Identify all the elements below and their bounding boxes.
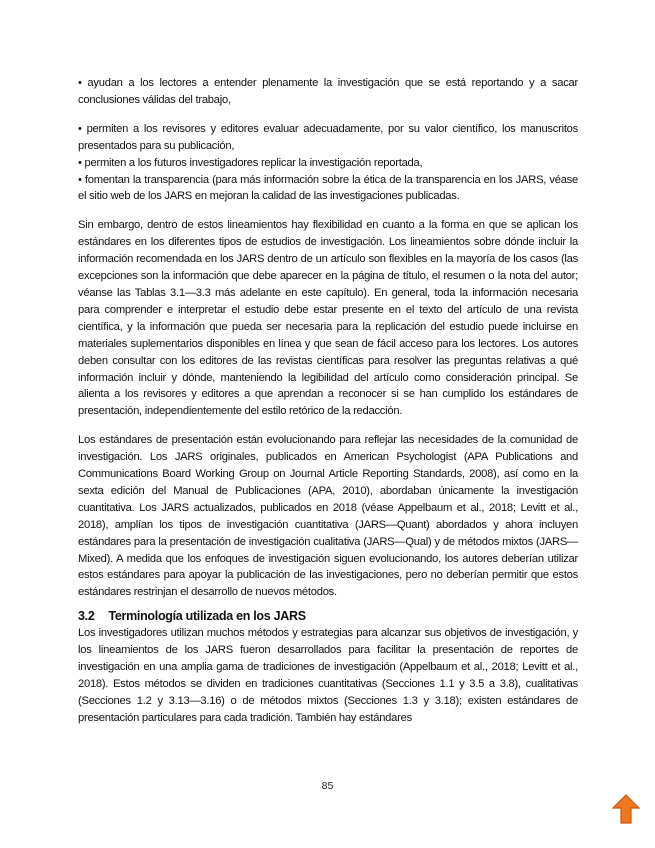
- bullet-item: • permiten a los revisores y editores evaluar adecuadamente, por su valor científico, los manuscritos presentados para su publicación,: [78, 122, 578, 152]
- section-body-paragraph: Los investigadores utilizan muchos métodos y estrategias para alcanzar sus objetivos de investigación, y los lineamientos de los JARS fueron desarrollados para facilitar la presentación de reportes de investigación en una amplia gama de tradiciones de investigación (Appelbaum et al., 2018; Levitt et al., 2018). Estos métodos se dividen en tradiciones cuantitativas (Secciones 1.1 y 3.5 a 3.8), cualitativas (Secciones 1.2 y 3.13—3.16) o de métodos mixtos (Secciones 1.3 y 3.18); existen estándares de presentación particulares para cada tradición. También hay estándares: [78, 627, 578, 724]
- body-paragraph: Los estándares de presentación están evolucionando para reflejar las necesidades de la comunidad de investigación. Los JARS originales, publicados en American Psychologist (APA Publications and Communications Board Working Group on Journal Article Reporting Standards, 2008), así como en la sexta edición del Manual de Publicaciones (APA, 2010), abordaban únicamente la investigación cuantitativa. Los JARS actualizados, publicados en 2018 (véase Appelbaum et al., 2018; Levitt et al., 2018), amplían los tipos de investigación cuantitativa (JARS—Quant) abordados y ahora incluyen estándares para la presentación de investigación cualitativa (JARS—Qual) y de métodos mixtos (JARS—Mixed). A medida que los enfoques de investigación siguen evolucionando, los autores deberían utilizar estos estándares para apoyar la publicación de las investigaciones, pero no deberían permitir que estos estándares restrinjan el desarrollo de nuevos métodos.: [78, 434, 578, 599]
- section-title: Terminología utilizada en los JARS: [108, 609, 306, 624]
- bullet-item: • ayudan a los lectores a entender plenamente la investigación que se está reportando y a sacar conclusiones válidas del trabajo,: [78, 77, 578, 106]
- document-page: [78, 75, 578, 727]
- section-heading: [78, 607, 578, 625]
- body-paragraph: Sin embargo, dentro de estos lineamientos hay flexibilidad en cuanto a la forma en que se aplican los estándares en los diferentes tipos de estudios de investigación. Los lineamientos sobre dónde incluir la información recomendada en los JARS dentro de un artículo son flexibles en la mayoría de los casos (las excepciones son la información que debe aparecer en la página de título, el resumen o la nota del autor; véanse las Tablas 3.1—3.3 más adelante en este capítulo). En general, toda la información necesaria para comprender e interpretar el estudio debe estar presente en el texto del artículo de una revista científica, y la información que pueda ser necesaria para la replicación del estudio puede incluirse en materiales suplementarios disponibles en línea y que sean de fácil acceso para los lectores. Los autores deben consultar con los editores de las revistas científicas para resolver las preguntas relativas a qué información incluir y dónde, manteniendo la legibilidad del artículo como consideración principal. Se alienta a los revisores y editores a que aprendan a reconocer si se han cumplido los estándares de presentación, independientemente del estilo retórico de la redacción.: [78, 219, 578, 418]
- page-number: 85: [321, 780, 334, 792]
- bullet-item: • fomentan la transparencia (para más información sobre la ética de la transparencia en los JARS, véase el sitio web de los JARS en mejoran la calidad de las investigaciones publicadas.: [78, 173, 578, 203]
- up-arrow-icon[interactable]: [612, 794, 640, 824]
- section-number: 3.2: [78, 609, 95, 624]
- bullet-item: • permiten a los futuros investigadores replicar la investigación reportada,: [78, 156, 423, 169]
